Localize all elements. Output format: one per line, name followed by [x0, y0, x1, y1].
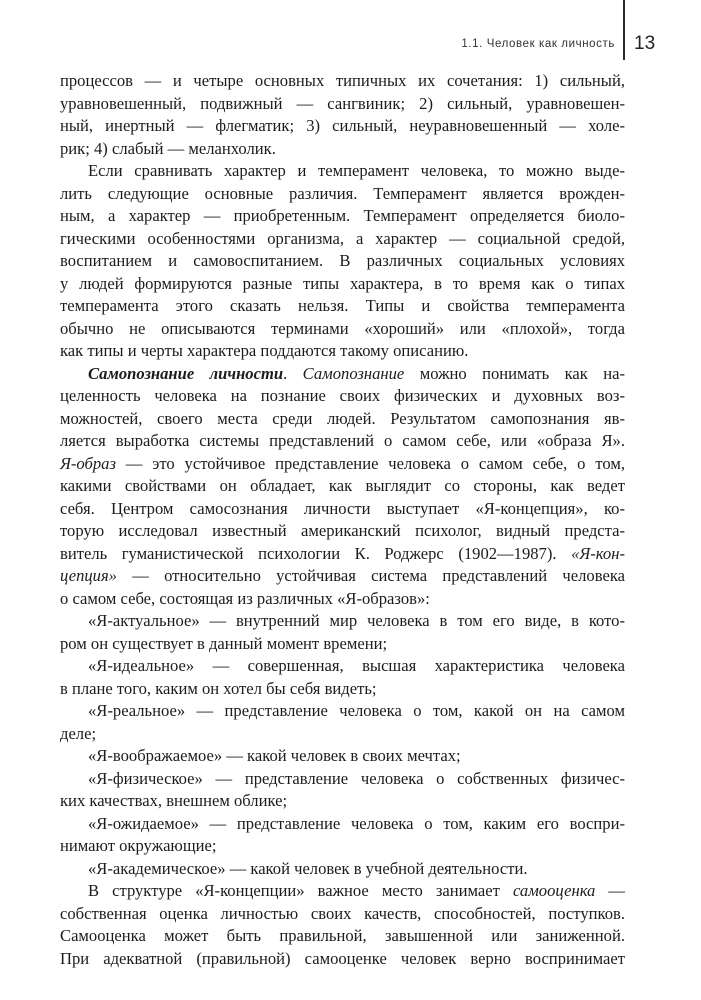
running-title: 1.1. Человек как личность	[461, 38, 615, 50]
text-line	[60, 835, 625, 858]
text-line	[60, 498, 625, 521]
text-line	[60, 520, 625, 543]
text-line	[60, 903, 625, 926]
text-run: ляется выработка системы представлений о самом себе, или «образа Я».	[60, 431, 625, 450]
text-line	[60, 678, 625, 701]
text-line	[60, 610, 625, 633]
text-run: в плане того, каким он хотел бы себя видеть;	[60, 678, 377, 698]
text-line	[60, 858, 625, 881]
text-line	[60, 318, 625, 341]
text-line	[60, 340, 625, 363]
text-line	[60, 633, 625, 656]
text-run: —	[595, 881, 625, 900]
text-run: Если сравнивать характер и темперамент человека, то можно выде-	[88, 161, 625, 180]
text-line	[60, 790, 625, 813]
header-divider	[623, 0, 625, 60]
text-run: «Я-идеальное» — совершенная, высшая характеристика человека	[88, 656, 625, 675]
text-line	[60, 588, 625, 611]
text-run: Самооценка может быть правильной, завышенной или заниженной.	[60, 926, 625, 945]
text-run: ких качествах, внешнем облике;	[60, 791, 288, 810]
text-run: «Я-ожидаемое» — представление человека о том, каким его воспри-	[88, 813, 625, 833]
text-run: собственная оценка личностью своих качеств, способностей, поступков.	[60, 903, 625, 923]
text-line	[60, 273, 625, 296]
text-run: — это устойчивое представление человека о самом себе, о том,	[115, 453, 625, 473]
text-run: ный, инертный — флегматик; 3) сильный, неуравновешенный — холе-	[60, 116, 625, 135]
text-run: как типы и черты характера поддаются такому описанию.	[60, 341, 469, 360]
text-line	[60, 115, 625, 138]
text-line	[60, 723, 625, 746]
text-line	[60, 543, 625, 566]
text-run: нимают окружающие;	[60, 836, 217, 855]
text-run: торую исследовал известный американский психолог, видный предста-	[60, 521, 625, 540]
text-line	[60, 70, 625, 93]
italic-term: «Я-кон-	[571, 543, 625, 563]
text-line	[60, 453, 625, 476]
text-line	[60, 93, 625, 116]
text-run: деле;	[60, 723, 97, 743]
text-run: уравновешенный, подвижный — сангвиник; 2) сильный, уравновешен-	[60, 93, 625, 113]
text-run: можно понимать как на-	[404, 363, 625, 383]
text-line	[60, 295, 625, 318]
body-text	[60, 70, 625, 970]
text-line	[60, 880, 625, 903]
text-run: «Я-физическое» — представление человека о собственных физичес-	[88, 768, 625, 788]
text-run: «Я-воображаемое» — какой человек в своих мечтах;	[88, 746, 461, 765]
text-run: .	[283, 363, 303, 383]
text-run: — относительно устойчивая система представлений человека	[116, 566, 625, 585]
italic-term: Самопознание	[302, 363, 405, 383]
text-run: обычно не описываются терминами «хороший» или «плохой», тогда	[60, 318, 625, 338]
text-line	[60, 408, 625, 431]
text-run: можностей, своего места среди людей. Результатом самопознания яв-	[60, 408, 625, 428]
text-line	[60, 430, 625, 453]
text-run: «Я-реальное» — представление человека о том, какой он на самом	[88, 701, 625, 720]
text-line	[60, 160, 625, 183]
italic-term: Я-образ	[60, 453, 116, 473]
text-run: о самом себе, состоящая из различных «Я-образов»:	[60, 588, 430, 608]
text-run: процессов — и четыре основных типичных их сочетания: 1) сильный,	[60, 71, 625, 90]
text-run: какими свойствами он обладает, как выглядит со стороны, как ведет	[60, 476, 625, 495]
text-run: лить следующие основные различия. Темперамент является врожден-	[60, 183, 625, 203]
text-run: «Я-академическое» — какой человек в учебной деятельности.	[88, 858, 528, 878]
text-line	[60, 655, 625, 678]
text-run: у людей формируются разные типы характера, в то время как о типах	[60, 273, 625, 293]
text-run: воспитанием и самовоспитанием. В различных социальных условиях	[60, 251, 625, 270]
text-line	[60, 948, 625, 971]
text-line	[60, 205, 625, 228]
text-line	[60, 228, 625, 251]
text-run: гическими особенностями организма, а характер — социальной средой,	[60, 228, 625, 248]
italic-term: самооценка	[512, 881, 596, 900]
text-line	[60, 475, 625, 498]
text-line	[60, 813, 625, 836]
text-line	[60, 138, 625, 161]
text-line	[60, 745, 625, 768]
text-run: темперамента этого сказать нельзя. Типы и свойства темперамента	[60, 296, 625, 315]
text-run: витель гуманистической психологии К. Роджерс (1902—1987).	[60, 543, 572, 563]
page-number: 13	[634, 33, 656, 54]
text-run: При адекватной (правильной) самооценке человек верно воспринимает	[60, 948, 625, 968]
italic-term: цепция»	[60, 566, 117, 585]
text-run: «Я-актуальное» — внутренний мир человека в том его виде, в кото-	[88, 611, 625, 630]
text-line	[60, 565, 625, 588]
text-run: ром он существует в данный момент времени;	[60, 633, 388, 653]
text-line	[60, 768, 625, 791]
text-line	[60, 385, 625, 408]
bold-italic-term: Самопознание личности	[88, 363, 284, 383]
text-run: себя. Центром самосознания личности выступает «Я-концепция», ко-	[60, 498, 625, 518]
text-line	[60, 925, 625, 948]
text-line	[60, 250, 625, 273]
text-line	[60, 700, 625, 723]
text-run: целенность человека на познание своих физических и духовных воз-	[60, 386, 625, 405]
text-line	[60, 363, 625, 386]
text-run: рик; 4) слабый — меланхолик.	[60, 138, 276, 158]
text-run: ным, а характер — приобретенным. Темперамент определяется биоло-	[60, 206, 625, 225]
text-line	[60, 183, 625, 206]
text-run: В структуре «Я-концепции» важное место занимает	[88, 881, 513, 900]
